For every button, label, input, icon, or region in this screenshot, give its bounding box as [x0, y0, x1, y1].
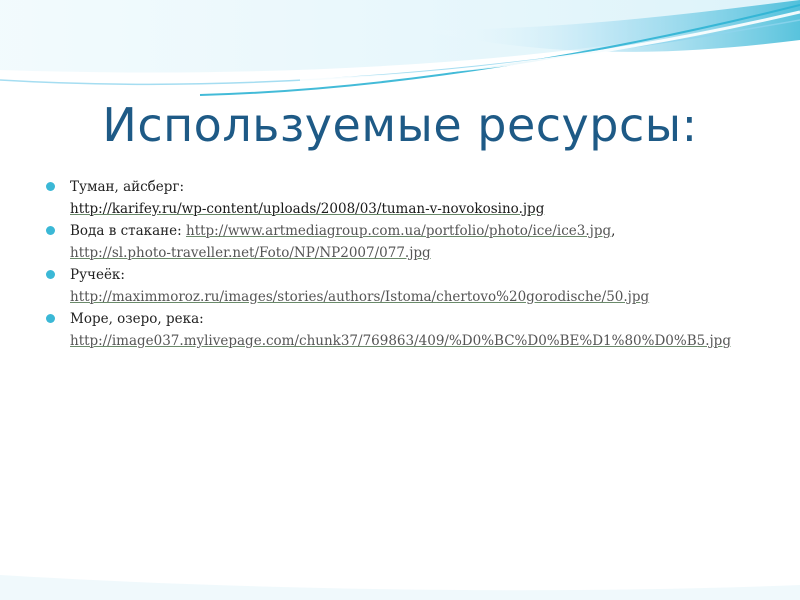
bullet-icon	[46, 226, 55, 235]
resource-link[interactable]: http://image037.mylivepage.com/chunk37/769863/409/%D0%BC%D0%BE%D1%80%D0%B5.jpg	[70, 333, 731, 349]
item-label: Море, озеро, река:	[70, 311, 204, 327]
bullet-icon	[46, 270, 55, 279]
bullet-icon	[46, 182, 55, 191]
list-item	[44, 308, 754, 352]
bullet-icon	[46, 314, 55, 323]
item-label: Ручеёк:	[70, 267, 125, 283]
item-label: Вода в стакане:	[70, 223, 182, 239]
item-label: Туман, айсберг:	[70, 179, 185, 195]
resource-link[interactable]: http://www.artmediagroup.com.ua/portfolio/photo/ice/ice3.jpg	[186, 223, 612, 239]
resource-link[interactable]: http://sl.photo-traveller.net/Foto/NP/NP2007/077.jpg	[70, 245, 431, 261]
resource-link[interactable]: http://karifey.ru/wp-content/uploads/2008/03/tuman-v-novokosino.jpg	[70, 201, 545, 217]
list-item	[44, 220, 754, 264]
list-item	[44, 176, 754, 220]
slide-title: Используемые ресурсы:	[102, 98, 698, 152]
list-item	[44, 264, 754, 308]
resource-link[interactable]: http://maximmoroz.ru/images/stories/authors/Istoma/chertovo%20gorodische/50.jpg	[70, 289, 650, 305]
link-separator: ,	[611, 223, 616, 239]
resource-list	[44, 176, 754, 352]
